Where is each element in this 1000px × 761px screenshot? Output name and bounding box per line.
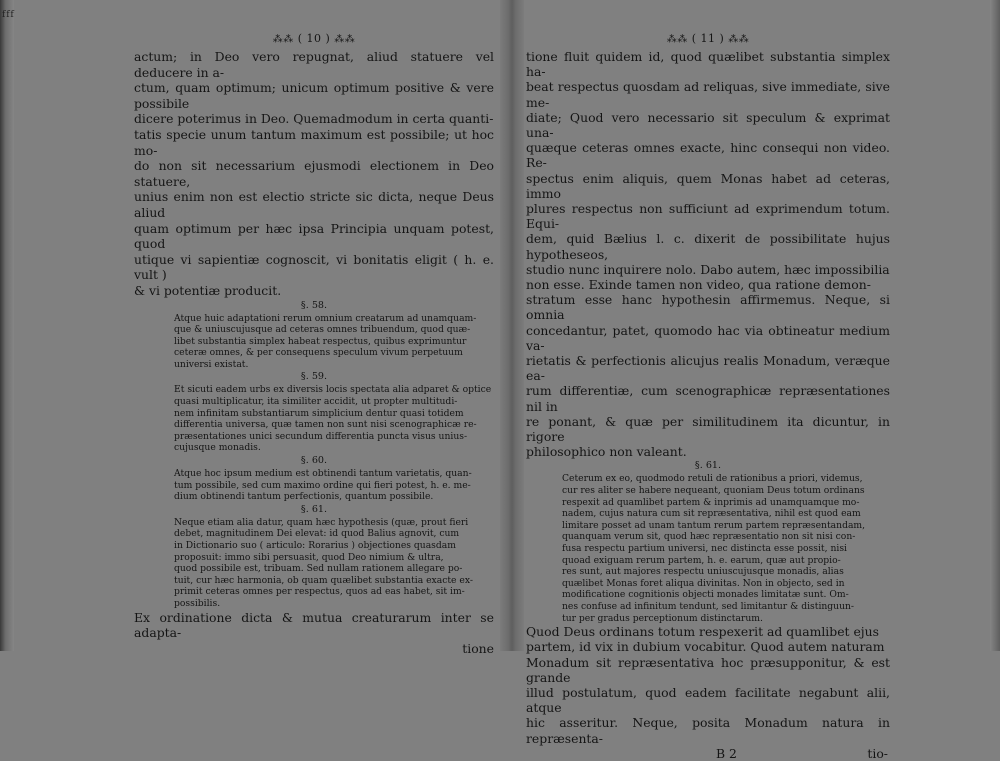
ornament-left: ⁂⁂ bbox=[666, 34, 688, 45]
right-page bbox=[526, 32, 890, 761]
section-number-61: §. 61. bbox=[300, 503, 328, 515]
section-59-text: Et sicuti eadem urbs ex diversis locis spectata alia adparet & optice quasi multiplicatur, ita similiter accidit, ut propter multitudi- nem infinitam substantiarum simplicium dentur quasi totidem differentia universa, quæ tamen non sunt nisi scenographicæ re- præsentationes unici secundum differentia puncta visus unius- cujusque monadis. bbox=[174, 384, 492, 454]
intro-paragraph: tione fluit quidem id, quod quælibet substantia simplex ha- beat respectus quosdam ad reliquas, sive immediate, sive me- diate; Quod vero necessario sit speculum & exprimat una- quæque ceteras omnes exacte, hinc consequi non video. Re- spectus enim aliquis, quem Monas habet ad ceteras, immo plures respectus non sufficiunt ad exprimendum totum. Equi- dem, quid Bælius l. c. dixerit de possibilitate hujus hypotheseos, studio nunc inquirere nolo. Dabo autem, hæc impossibilia non esse. Exinde tamen non video, qua ratione demon- stratum esse hanc hypothesin affirmemus. Neque, si omnia concedantur, patet, quomodo hac via obtineatur medium va- rietatis & perfectionis alicujus realis Monadum, veræque ea- rum differentiæ, cum scenographicæ repræsentationes nil in re ponant, & quæ per similitudinem ita dicuntur, in rigore philosophico non valeant. bbox=[526, 49, 890, 460]
catchword: tione bbox=[462, 640, 494, 656]
page-number: ( 11 ) bbox=[691, 32, 725, 45]
scan-right-edge bbox=[990, 0, 1000, 651]
ornament-right: ⁂⁂ bbox=[728, 34, 750, 45]
section-number-60: §. 60. bbox=[300, 455, 328, 467]
section-61-text: Ceterum ex eo, quodmodo retuli de rationibus a priori, videmus, cur res aliter se habere nequeant, quoniam Deus totum ordinans respexit ad quamlibet partem & inprimis ad unamquamque mo- nadem, cujus natura cum sit repræsentativa, nihil est quod eam limitare posset ad unam tantum rerum partem repræsentandam, quanquam verum sit, quod hæc repræsentatio non sit nisi con- fusa respectu partium universi, nec distincta esse possit, nisi quoad exiguam rerum partem, h. e. earum, quæ aut propio- res sunt, aut majores respectu uniuscujusque monadis, alias quælibet Monas foret aliqua divinitas. Non in objecto, sed in modificatione cognitionis objecti monades limitatæ sunt. Om- nes confuse ad infinitum tendunt, sed limitantur & distinguun- tur per gradus perceptionum distinctarum. bbox=[562, 473, 866, 624]
ornament-right: ⁂⁂ bbox=[334, 34, 356, 45]
section-number-58: §. 58. bbox=[300, 299, 328, 311]
section-58-text: Atque huic adaptationi rerum omnium creatarum ad unamquam- que & uniuscujusque ad ceteras omnes tribuendum, quod quæ- libet substantia simplex habeat respectus, quibus exprimuntur ceteræ omnes, & per consequens speculum vivum perpetuum universi existat. bbox=[174, 312, 477, 370]
section-61-text: Neque etiam alia datur, quam hæc hypothesis (quæ, prout fieri debet, magnitudinem Dei elevat: id quod Balius agnovit, cum in Dictionario suo ( articulo: Rorarius ) objectiones quasdam proposuit: immo sibi persuasit, quod Deo nimium & ultra, quod possibile est, tribuam. Sed nullam rationem allegare po- tuit, cur hæc harmonia, ob quam quælibet substantia exacte ex- primit ceteras omnes per respectus, quos ad eas habet, sit im- possibilis. bbox=[174, 516, 473, 609]
page-footer bbox=[526, 746, 890, 761]
running-head-right bbox=[526, 32, 890, 47]
edge-mark: f f f bbox=[2, 10, 13, 20]
ornament-left: ⁂⁂ bbox=[272, 34, 294, 45]
section-number-59: §. 59. bbox=[300, 371, 328, 383]
signature-mark: B 2 bbox=[716, 745, 737, 761]
section-number-61: §. 61. bbox=[694, 460, 722, 472]
left-page bbox=[134, 32, 494, 656]
intro-paragraph: actum; in Deo vero repugnat, aliud statuere vel deducere in a- ctum, quam optimum; unicum optimum positive & vere possibile dicere poterimus in Deo. Quemadmodum in certa quanti- tatis specie unum tantum maximum est possibile; ut hoc mo- do non sit necessarium ejusmodi electionem in Deo statuere, unius enim non est electio stricte sic dicta, neque Deus aliud quam optimum per hæc ipsa Principia unquam potest, quod utique vi sapientiæ cognoscit, vi bonitatis eligit ( h. e. vult ) & vi potentiæ producit. bbox=[134, 49, 494, 298]
book-fold bbox=[500, 0, 524, 651]
scan-left-edge bbox=[0, 0, 14, 651]
running-head-left bbox=[134, 32, 494, 47]
closing-line: Ex ordinatione dicta & mutua creaturarum inter se adapta- bbox=[134, 609, 494, 641]
catchword: tio- bbox=[867, 745, 888, 761]
page-number: ( 10 ) bbox=[297, 32, 331, 45]
closing-paragraph: Quod Deus ordinans totum respexerit ad quamlibet ejus partem, id vix in dubium vocabitur. Quod autem naturam Monadum sit repræsentativa hoc præsupponitur, & est grande illud postulatum, quod eadem facilitate negabunt alii, atque hic asseritur. Neque, posita Monadum natura in repræsenta- bbox=[526, 624, 890, 746]
section-60-text: Atque hoc ipsum medium est obtinendi tantum varietatis, quan- tum possibile, sed cum maximo ordine qui fieri potest, h. e. me- dium obtinendi tantum perfectionis, quantum possibile. bbox=[174, 468, 472, 503]
